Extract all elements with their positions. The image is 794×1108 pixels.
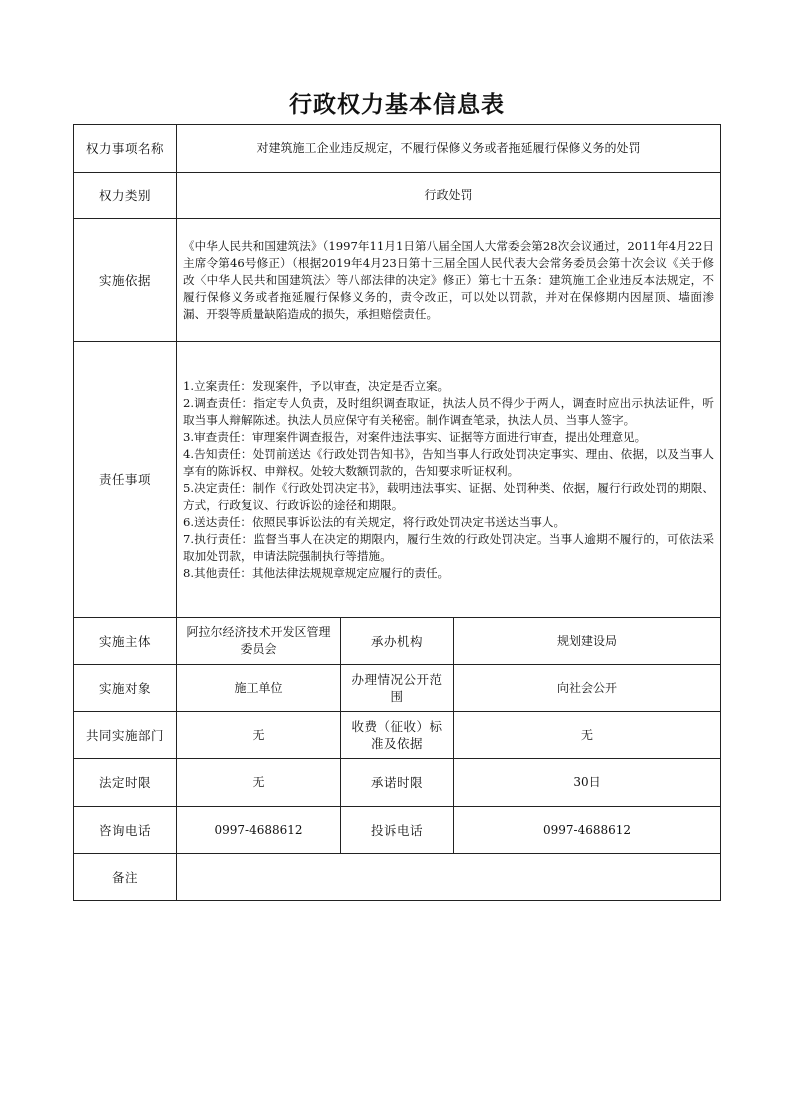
label-power-name: 权力事项名称: [74, 125, 177, 173]
responsibility-item: 1.立案责任：发现案件，予以审查，决定是否立案。: [183, 378, 450, 393]
value-inquiry-phone: 0997-4688612: [177, 807, 341, 854]
info-table: [73, 124, 721, 901]
value-remark: [177, 854, 721, 901]
responsibility-item: 3.审查责任：审理案件调查报告，对案件违法事实、证据等方面进行审查，提出处理意见。: [183, 429, 647, 444]
label-legal-deadline: 法定时限: [74, 759, 177, 807]
row-joint: [74, 712, 721, 759]
value-basis: 《中华人民共和国建筑法》（1997年11月1日第八届全国人大常委会第28次会议通过，2011年4月22日主席令第46号修正）（根据2019年4月23日第十三届全国人民代表大会常务委员会第十次会议《关于修改〈中华人民共和国建筑法〉等八部法律的决定》修正）第七十五条：建筑施工企业违反本法规定，不履行保修义务或者拖延履行保修义务的，责令改正，可以处以罚款，并对在保修期内因屋顶、墙面渗漏、开裂等质量缺陷造成的损失，承担赔偿责任。: [177, 219, 721, 342]
label-responsibility: 责任事项: [74, 342, 177, 618]
responsibility-item: 6.送达责任：依照民事诉讼法的有关规定，将行政处罚决定书送达当事人。: [183, 514, 566, 529]
responsibility-item: 7.执行责任：监督当事人在决定的期限内，履行生效的行政处罚决定。当事人逾期不履行的，可依法采取加处罚款，申请法院强制执行等措施。: [183, 531, 715, 563]
value-fee-standard: 无: [454, 712, 721, 759]
label-disclosure-scope: 办理情况公开范围: [341, 665, 454, 712]
label-joint-department: 共同实施部门: [74, 712, 177, 759]
label-remark: 备注: [74, 854, 177, 901]
value-responsibility: [177, 342, 721, 618]
value-legal-deadline: 无: [177, 759, 341, 807]
value-complaint-phone: 0997-4688612: [454, 807, 721, 854]
label-promised-deadline: 承诺时限: [341, 759, 454, 807]
value-disclosure-scope: 向社会公开: [454, 665, 721, 712]
value-target: 施工单位: [177, 665, 341, 712]
label-handling-agency: 承办机构: [341, 618, 454, 665]
row-responsibility: [74, 342, 721, 618]
label-inquiry-phone: 咨询电话: [74, 807, 177, 854]
responsibility-item: 4.告知责任：处罚前送达《行政处罚告知书》，告知当事人行政处罚决定事实、理由、依据，以及当事人享有的陈诉权、申辩权。处较大数额罚款的，告知要求听证权利。: [183, 446, 715, 478]
value-handling-agency: 规划建设局: [454, 618, 721, 665]
value-power-name: 对建筑施工企业违反规定，不履行保修义务或者拖延履行保修义务的处罚: [177, 125, 721, 173]
value-power-category: 行政处罚: [177, 173, 721, 219]
value-promised-deadline: 30日: [454, 759, 721, 807]
label-complaint-phone: 投诉电话: [341, 807, 454, 854]
label-target: 实施对象: [74, 665, 177, 712]
label-power-category: 权力类别: [74, 173, 177, 219]
row-power-category: [74, 173, 721, 219]
row-basis: [74, 219, 721, 342]
responsibility-item: 5.决定责任：制作《行政处罚决定书》，载明违法事实、证据、处罚种类、依据，履行行政处罚的期限、方式，行政复议、行政诉讼的途径和期限。: [183, 480, 715, 512]
page-title: 行政权力基本信息表: [289, 92, 505, 118]
row-subject: [74, 618, 721, 665]
row-deadline: [74, 759, 721, 807]
label-fee-standard: 收费（征收）标准及依据: [341, 712, 454, 759]
value-subject: 阿拉尔经济技术开发区管理委员会: [177, 618, 341, 665]
value-joint-department: 无: [177, 712, 341, 759]
row-power-name: [74, 125, 721, 173]
label-subject: 实施主体: [74, 618, 177, 665]
row-remark: [74, 854, 721, 901]
row-phone: [74, 807, 721, 854]
responsibility-item: 2.调查责任：指定专人负责，及时组织调查取证，执法人员不得少于两人，调查时应出示执法证件，听取当事人辩解陈述。执法人员应保守有关秘密。制作调查笔录，执法人员、当事人签字。: [183, 395, 715, 427]
label-basis: 实施依据: [74, 219, 177, 342]
row-target: [74, 665, 721, 712]
responsibility-item: 8.其他责任：其他法律法规规章规定应履行的责任。: [183, 565, 450, 580]
